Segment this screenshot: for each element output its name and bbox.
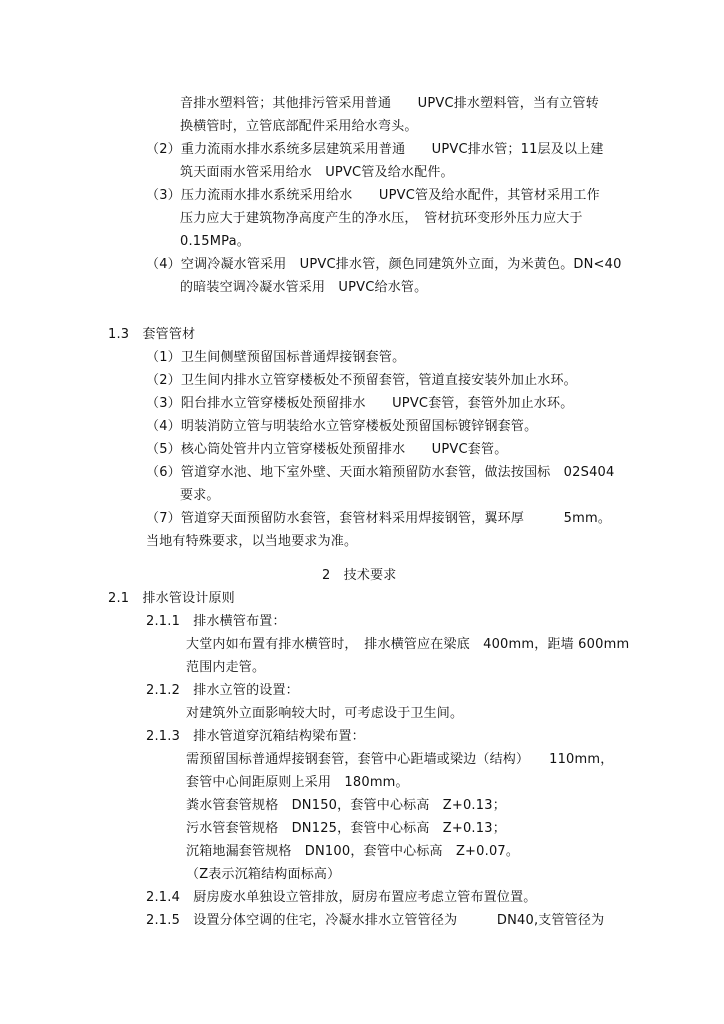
text-line: 筑天面雨水管采用给水 UPVC管及给水配件。	[180, 165, 454, 180]
list-item: （2）卫生间内排水立管穿楼板处不预留套管，管道直接安装外加止水环。	[146, 373, 577, 388]
list-item: （3）阳台排水立管穿楼板处预留排水 UPVC套管，套管外加止水环。	[146, 396, 574, 411]
text-line: 0.15MPa。	[180, 234, 250, 249]
subsection-heading: 2.1.5 设置分体空调的住宅，冷凝水排水立管管径为 DN40,支管管径为	[146, 913, 605, 928]
text-line: 大堂内如布置有排水横管时， 排水横管应在梁底 400mm，距墙 600mm	[186, 637, 630, 652]
chapter-heading: 2 技术要求	[322, 568, 397, 583]
text-line: 压力应大于建筑物净高度产生的净水压， 管材抗环变形外压力应大于	[180, 211, 583, 226]
text-line: 换横管时，立管底部配件采用给水弯头。	[180, 119, 418, 134]
text-line: 需预留国标普通焊接钢套管，套管中心距墙或梁边（结构） 110mm，	[186, 752, 614, 767]
list-item: （6）管道穿水池、地下室外壁、天面水箱预留防水套管，做法按国标 02S404	[146, 465, 615, 480]
list-item: （5）核心筒处管井内立管穿楼板处预留排水 UPVC套管。	[146, 442, 508, 457]
subsection-heading: 2.1.4 厨房废水单独设立管排放，厨房布置应考虑立管布置位置。	[146, 890, 537, 905]
section-heading: 2.1 排水管设计原则	[108, 591, 235, 606]
text-line: 当地有特殊要求，以当地要求为准。	[146, 534, 358, 549]
text-line: 的暗装空调冷凝水管采用 UPVC给水管。	[180, 280, 428, 295]
text-line: 范围内走管。	[186, 660, 266, 675]
text-line: 污水管套管规格 DN125，套管中心标高 Z+0.13；	[186, 821, 506, 836]
text-line: 套管中心间距原则上采用 180mm。	[186, 775, 409, 790]
list-item: （1）卫生间侧壁预留国标普通焊接钢套管。	[146, 350, 406, 365]
subsection-heading: 2.1.1 排水横管布置：	[146, 614, 286, 629]
text-line: 音排水塑料管；其他排污管采用普通 UPVC排水塑料管，当有立管转	[180, 96, 599, 111]
subsection-heading: 2.1.3 排水管道穿沉箱结构梁布置：	[146, 729, 365, 744]
text-line: 对建筑外立面影响较大时，可考虑设于卫生间。	[186, 706, 464, 721]
list-item: （2）重力流雨水排水系统多层建筑采用普通 UPVC排水管；11层及以上建	[146, 142, 604, 157]
list-item: （4）空调冷凝水管采用 UPVC排水管，颜色同建筑外立面，为米黄色。DN<40	[146, 257, 622, 272]
list-item: （4）明装消防立管与明装给水立管穿楼板处预留国标镀锌钢套管。	[146, 419, 538, 434]
text-line: （Z表示沉箱结构面标高）	[186, 867, 341, 882]
text-line: 要求。	[180, 488, 220, 503]
text-line: 粪水管套管规格 DN150，套管中心标高 Z+0.13；	[186, 798, 506, 813]
section-heading: 1.3 套管管材	[108, 327, 196, 342]
list-item: （7）管道穿天面预留防水套管，套管材料采用焊接钢管，翼环厚 5mm。	[146, 511, 612, 526]
list-item: （3）压力流雨水排水系统采用给水 UPVC管及给水配件，其管材采用工作	[146, 188, 600, 203]
subsection-heading: 2.1.2 排水立管的设置：	[146, 683, 299, 698]
text-line: 沉箱地漏套管规格 DN100，套管中心标高 Z+0.07。	[186, 844, 520, 859]
